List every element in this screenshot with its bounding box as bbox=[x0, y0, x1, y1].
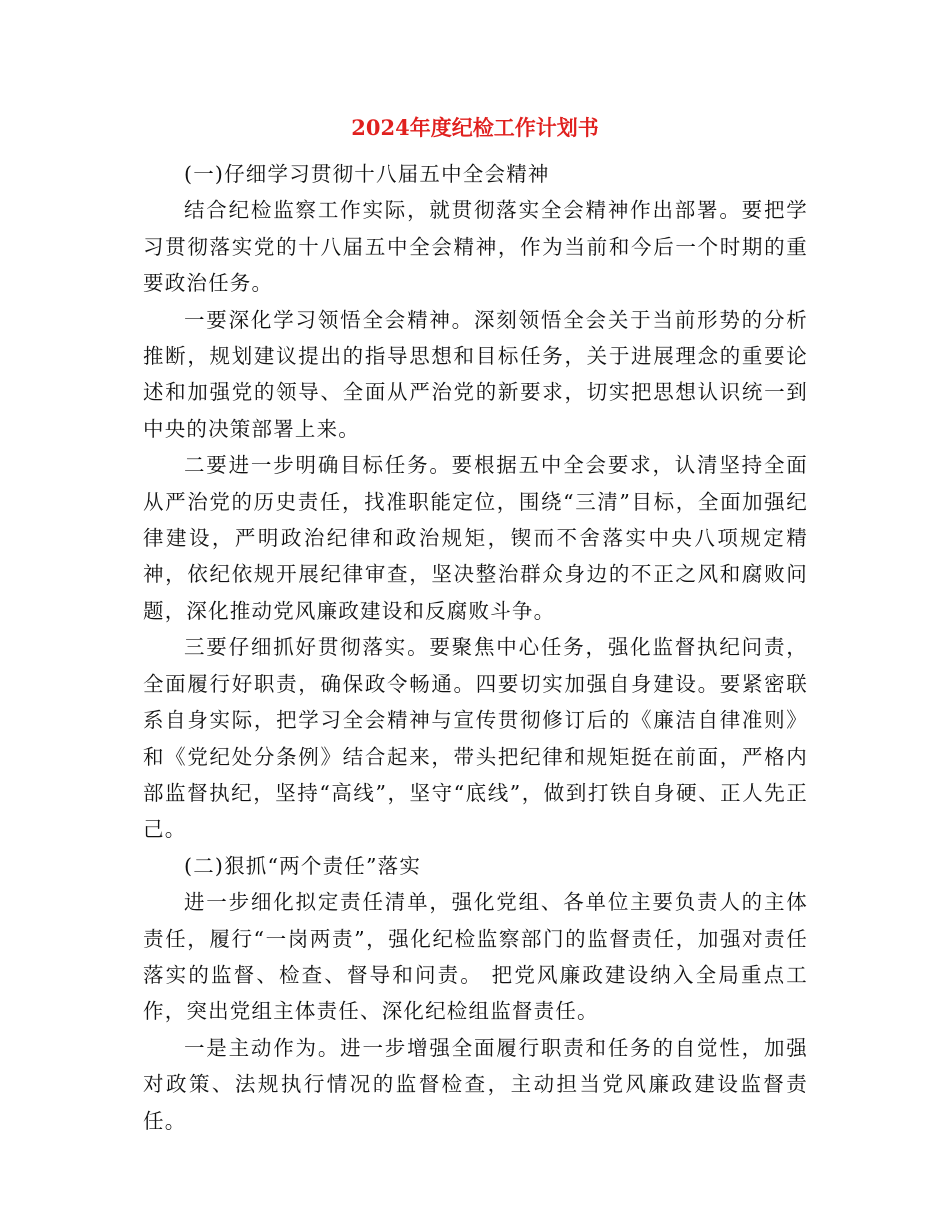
section-heading-1: (一)仔细学习贯彻十八届五中全会精神 bbox=[184, 162, 550, 186]
document-body bbox=[143, 156, 808, 1139]
document-title: 2024年度纪检工作计划书 bbox=[351, 115, 599, 140]
paragraph: 进一步细化拟定责任清单，强化党组、各单位主要负责人的主体责任，履行“一岗两责”，强化纪检监察部门的监督责任，加强对责任落实的监督、检查、督导和问责。 把党风廉政建设纳入全局重点工作，突出党组主体责任、深化纪检组监督责任。 bbox=[143, 890, 808, 1024]
paragraph: 二要进一步明确目标任务。要根据五中全会要求，认清坚持全面从严治党的历史责任，找准职能定位，围绕“三清”目标，全面加强纪律建设，严明政治纪律和政治规矩，锲而不舍落实中央八项规定精神，依纪依规开展纪律审查，坚决整治群众身边的不正之风和腐败问题，深化推动党风廉政建设和反腐败斗争。 bbox=[143, 453, 808, 623]
paragraph: 一要深化学习领悟全会精神。深刻领悟全会关于当前形势的分析推断，规划建议提出的指导思想和目标任务，关于进展理念的重要论述和加强党的领导、全面从严治党的新要求，切实把思想认识统一到中央的决策部署上来。 bbox=[143, 307, 808, 441]
section-heading-2: (二)狠抓“两个责任”落实 bbox=[184, 853, 422, 878]
paragraph: 结合纪检监察工作实际，就贯彻落实全会精神作出部署。要把学习贯彻落实党的十八届五中全会精神，作为当前和今后一个时期的重要政治任务。 bbox=[143, 198, 808, 296]
paragraph: 三要仔细抓好贯彻落实。要聚焦中心任务，强化监督执纪问责，全面履行好职责，确保政令畅通。四要切实加强自身建设。要紧密联系自身实际，把学习全会精神与宣传贯彻修订后的《廉洁自律准则》和《党纪处分条例》结合起来，带头把纪律和规矩挺在前面，严格内部监督执纪，坚持“高线”，坚守“底线”，做到打铁自身硬、正人先正己。 bbox=[143, 635, 808, 842]
paragraph: 一是主动作为。进一步增强全面履行职责和任务的自觉性，加强对政策、法规执行情况的监督检查，主动担当党风廉政建设监督责任。 bbox=[143, 1035, 808, 1133]
